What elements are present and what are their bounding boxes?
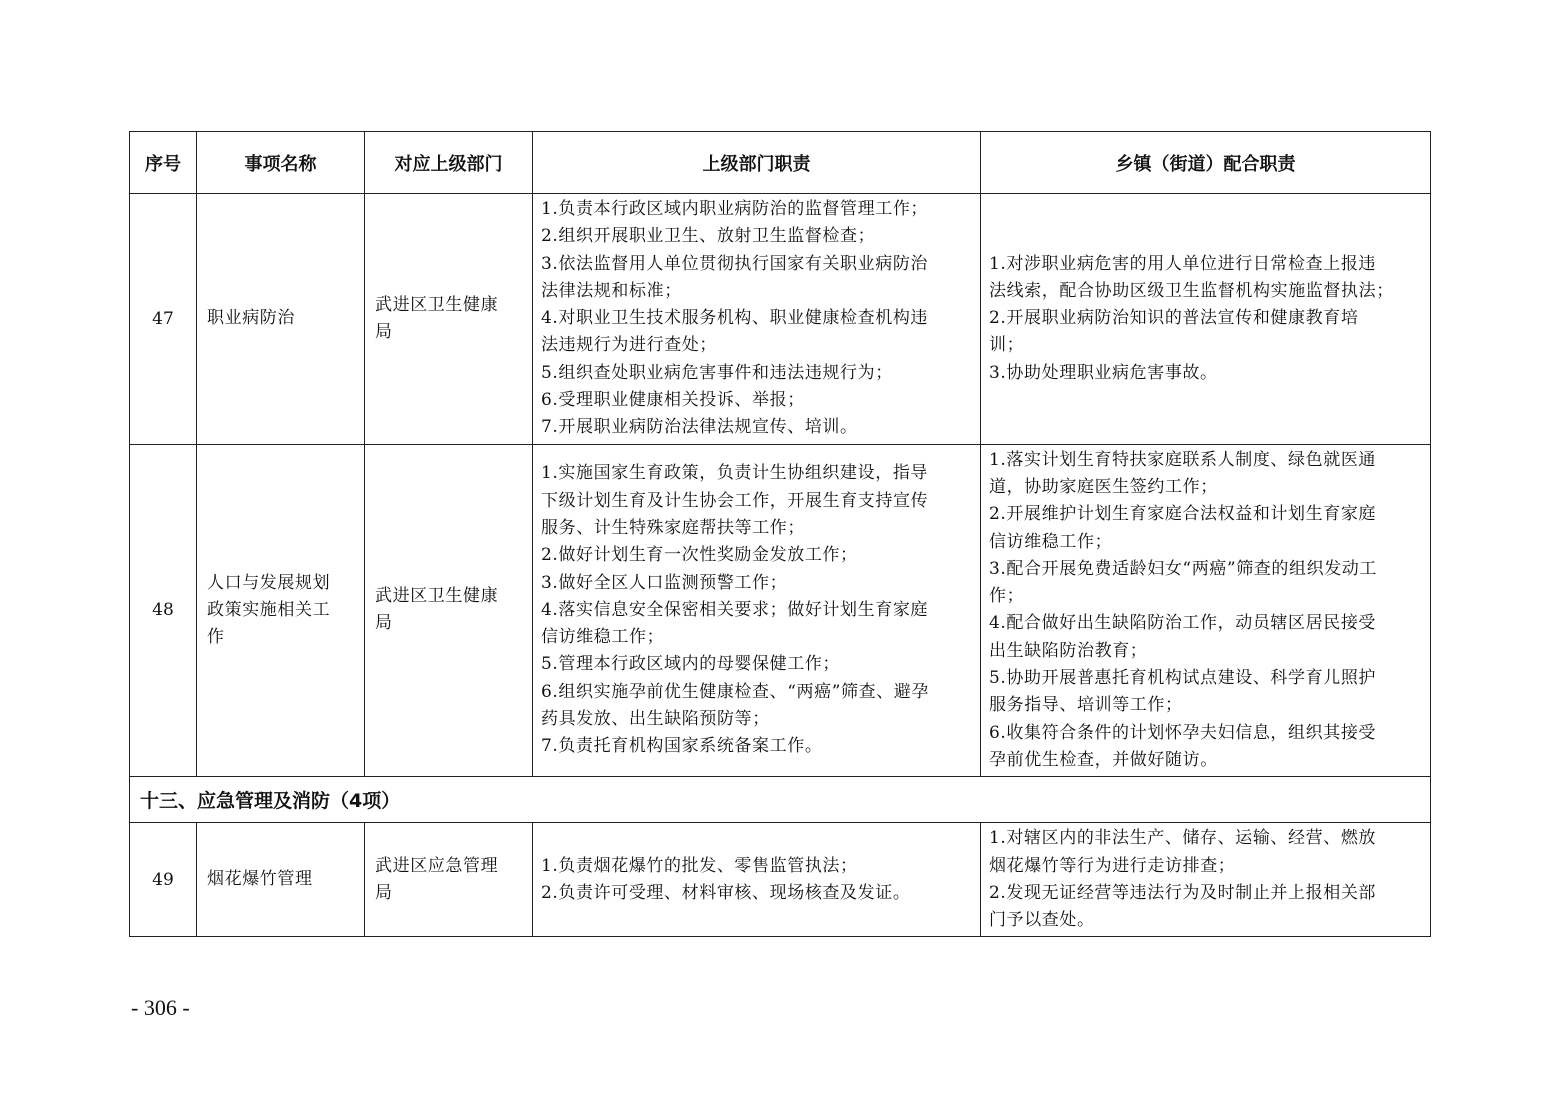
text-line: 5.协助开展普惠托育机构试点建设、科学育儿照护 [989,668,1377,689]
text-line: 2.做好计划生育一次性奖励金发放工作； [541,545,858,566]
text-line: 武进区卫生健康 [375,294,499,315]
header-town-duty: 乡镇（街道）配合职责 [981,132,1431,194]
text-line: 信访维稳工作； [541,627,665,648]
page-number: - 306 - [131,995,190,1020]
text-line: 法律法规和标准； [541,280,682,301]
text-line: 3.做好全区人口监测预警工作； [541,572,788,593]
text-line: 6.收集符合条件的计划怀孕夫妇信息，组织其接受 [989,722,1377,743]
text-line: 4.配合做好出生缺陷防治工作，动员辖区居民接受 [989,613,1377,634]
text-line: 武进区应急管理 [375,855,499,876]
text-line: 道，协助家庭医生签约工作； [989,476,1218,497]
header-upper-duty: 上级部门职责 [533,132,981,194]
town-duty-list [981,194,1431,445]
text-line: 1.实施国家生育政策，负责计生协组织建设，指导 [541,463,929,484]
row-number: 48 [130,444,197,777]
upper-duty-list [533,444,981,777]
table-row [130,194,1431,445]
text-line: 信访维稳工作； [989,531,1113,552]
text-line: 6.组织实施孕前优生健康检查、“两癌”筛查、避孕 [541,681,930,702]
text-line: 3.协助处理职业病危害事故。 [989,362,1218,383]
text-line: 训； [989,335,1025,356]
text-line: 人口与发展规划 [207,572,331,593]
text-line: 3.依法监督用人单位贯彻执行国家有关职业病防治 [541,253,929,274]
text-line: 政策实施相关工 [207,599,331,620]
header-dept: 对应上级部门 [365,132,533,194]
text-line: 2.开展维护计划生育家庭合法权益和计划生育家庭 [989,504,1377,525]
text-line: 下级计划生育及计生协会工作，开展生育支持宣传 [541,490,929,511]
text-line: 局 [375,321,393,342]
text-line: 2.负责许可受理、材料审核、现场核查及发证。 [541,882,911,903]
text-line: 服务指导、培训等工作； [989,695,1183,716]
text-line: 4.落实信息安全保密相关要求；做好计划生育家庭 [541,599,929,620]
text-line: 作； [989,586,1025,607]
text-line: 服务、计生特殊家庭帮扶等工作； [541,517,805,538]
text-line: 局 [375,613,393,634]
upper-duty-list [533,823,981,937]
text-line: 2.开展职业病防治知识的普法宣传和健康教育培 [989,308,1359,329]
row-number: 47 [130,194,197,445]
item-name [197,444,365,777]
header-name: 事项名称 [197,132,365,194]
text-line: 5.管理本行政区域内的母婴保健工作； [541,654,841,675]
text-line: 作 [207,627,225,648]
text-line: 法线索，配合协助区级卫生监督机构实施监督执法； [989,280,1394,301]
text-line: 烟花爆竹管理 [207,869,313,890]
text-line: 门予以查处。 [989,910,1095,931]
text-line: 3.配合开展免费适龄妇女“两癌”筛查的组织发动工 [989,558,1378,579]
header-no: 序号 [130,132,197,194]
text-line: 4.对职业卫生技术服务机构、职业健康检查机构违 [541,308,929,329]
item-name [197,194,365,445]
row-number: 49 [130,823,197,937]
upper-department [365,823,533,937]
text-line: 1.对涉职业病危害的用人单位进行日常检查上报违 [989,253,1377,274]
text-line: 出生缺陷防治教育； [989,640,1148,661]
upper-department [365,444,533,777]
duty-table [129,131,1431,937]
upper-duty-list [533,194,981,445]
text-line: 法违规行为进行查处； [541,335,717,356]
text-line: 局 [375,882,393,903]
text-line: 孕前优生检查，并做好随访。 [989,749,1218,770]
item-name [197,823,365,937]
section-title: 十三、应急管理及消防（4项） [130,777,1431,823]
section-header-row [130,777,1431,823]
upper-department [365,194,533,445]
text-line: 武进区卫生健康 [375,586,499,607]
text-line: 5.组织查处职业病危害事件和违法违规行为； [541,362,893,383]
text-line: 职业病防治 [207,308,295,329]
text-line: 1.负责烟花爆竹的批发、零售监管执法； [541,855,858,876]
text-line: 2.发现无证经营等违法行为及时制止并上报相关部 [989,882,1377,903]
text-line: 1.对辖区内的非法生产、储存、运输、经营、燃放 [989,828,1377,849]
town-duty-list [981,823,1431,937]
text-line: 烟花爆竹等行为进行走访排查； [989,855,1236,876]
text-line: 1.落实计划生育特扶家庭联系人制度、绿色就医通 [989,449,1377,470]
table-row [130,823,1431,937]
table-row [130,444,1431,777]
text-line: 2.组织开展职业卫生、放射卫生监督检查； [541,226,876,247]
town-duty-list [981,444,1431,777]
table-header-row [130,132,1431,194]
text-line: 6.受理职业健康相关投诉、举报； [541,390,805,411]
text-line: 药具发放、出生缺陷预防等； [541,708,770,729]
text-line: 7.开展职业病防治法律法规宣传、培训。 [541,417,858,438]
text-line: 1.负责本行政区域内职业病防治的监督管理工作； [541,199,929,219]
text-line: 7.负责托育机构国家系统备案工作。 [541,736,823,757]
